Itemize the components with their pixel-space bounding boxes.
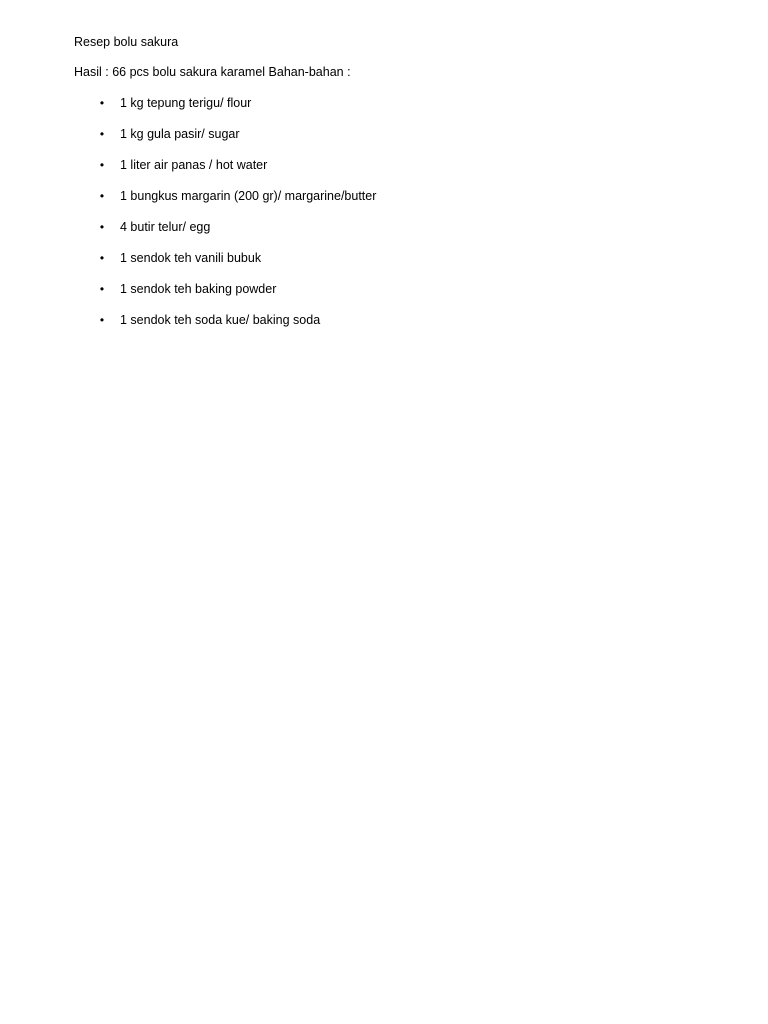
bullet-icon: • [99,282,105,296]
ingredient-text: 1 sendok teh soda kue/ baking soda [120,313,321,327]
ingredient-item [74,250,694,267]
ingredient-item [74,281,694,298]
bullet-icon: • [99,189,105,203]
ingredient-text: 1 kg gula pasir/ sugar [120,127,240,141]
document-body [74,34,694,343]
recipe-yield-line: Hasil : 66 pcs bolu sakura karamel Bahan-bahan : [74,65,351,79]
bullet-icon: • [99,158,105,172]
recipe-title: Resep bolu sakura [74,35,179,49]
bullet-icon: • [99,220,105,234]
ingredient-item [74,126,694,143]
ingredient-item [74,219,694,236]
ingredient-text: 1 sendok teh vanili bubuk [120,251,262,265]
bullet-icon: • [99,96,105,110]
ingredient-text: 1 kg tepung terigu/ flour [120,96,252,110]
ingredient-item [74,157,694,174]
ingredient-list [74,95,694,329]
ingredient-text: 1 bungkus margarin (200 gr)/ margarine/butter [120,189,377,203]
ingredient-text: 4 butir telur/ egg [120,220,211,234]
bullet-icon: • [99,127,105,141]
bullet-icon: • [99,313,105,327]
bullet-icon: • [99,251,105,265]
ingredient-item [74,95,694,112]
ingredient-item [74,312,694,329]
ingredient-text: 1 sendok teh baking powder [120,282,277,296]
ingredient-item [74,188,694,205]
ingredient-text: 1 liter air panas / hot water [120,158,268,172]
